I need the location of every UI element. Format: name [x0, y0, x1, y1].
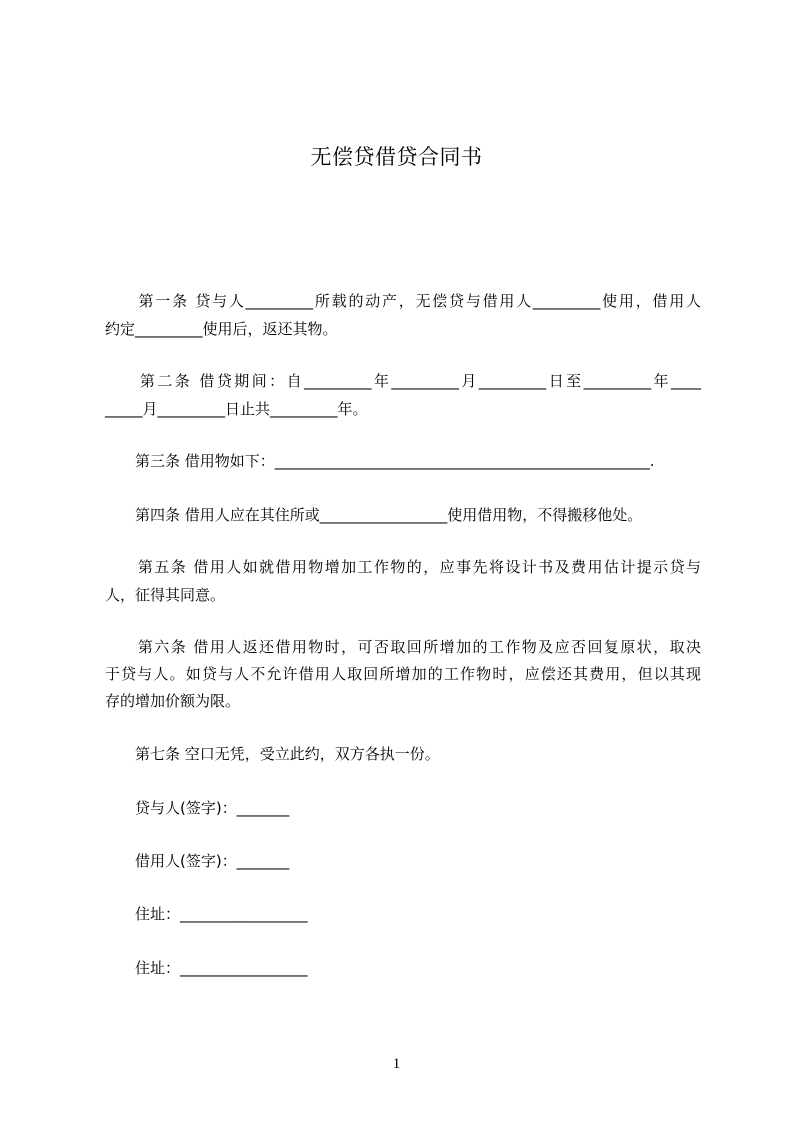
article-2-line-1: 第二条 借贷期间：自_________年_________月_________日至_________年____ — [105, 372, 701, 390]
article-4-line-1: 第四条 借用人应在其住所或_________________使用借用物，不得搬移他处。 — [105, 506, 643, 524]
article-1-line-2: 约定_________使用后，返还其物。 — [105, 320, 338, 338]
address-line-1: 住址：_________________ — [105, 905, 308, 923]
page-number: 1 — [392, 1056, 401, 1072]
article-3-line-1: 第三条 借用物如下：__________________________________________________. — [105, 452, 655, 470]
article-2-line-2: _____月_________日止共_________年。 — [105, 400, 368, 418]
article-6-line-1: 第六条 借用人返还借用物时，可否取回所增加的工作物及应否回复原状，取决 — [105, 638, 701, 656]
article-5-line-1: 第五条 借用人如就借用物增加工作物的，应事先将设计书及费用估计提示贷与 — [105, 558, 701, 576]
article-1-line-1: 第一条 贷与人_________所载的动产，无偿贷与借用人_________使用，借用人 — [105, 292, 701, 310]
address-line-2: 住址：_________________ — [105, 959, 308, 977]
article-5-line-2: 人，征得其同意。 — [105, 586, 226, 604]
article-6-line-3: 存的增加价额为限。 — [105, 692, 241, 710]
borrower-signature: 借用人(签字)：_______ — [105, 852, 290, 870]
article-7-line-1: 第七条 空口无凭，受立此约，双方各执一份。 — [105, 745, 440, 763]
document-title: 无偿贷借贷合同书 — [310, 145, 483, 169]
article-6-line-2: 于贷与人。如贷与人不允许借用人取回所增加的工作物时，应偿还其费用，但以其现 — [105, 665, 701, 683]
lender-signature: 贷与人(签字)：_______ — [105, 799, 290, 817]
